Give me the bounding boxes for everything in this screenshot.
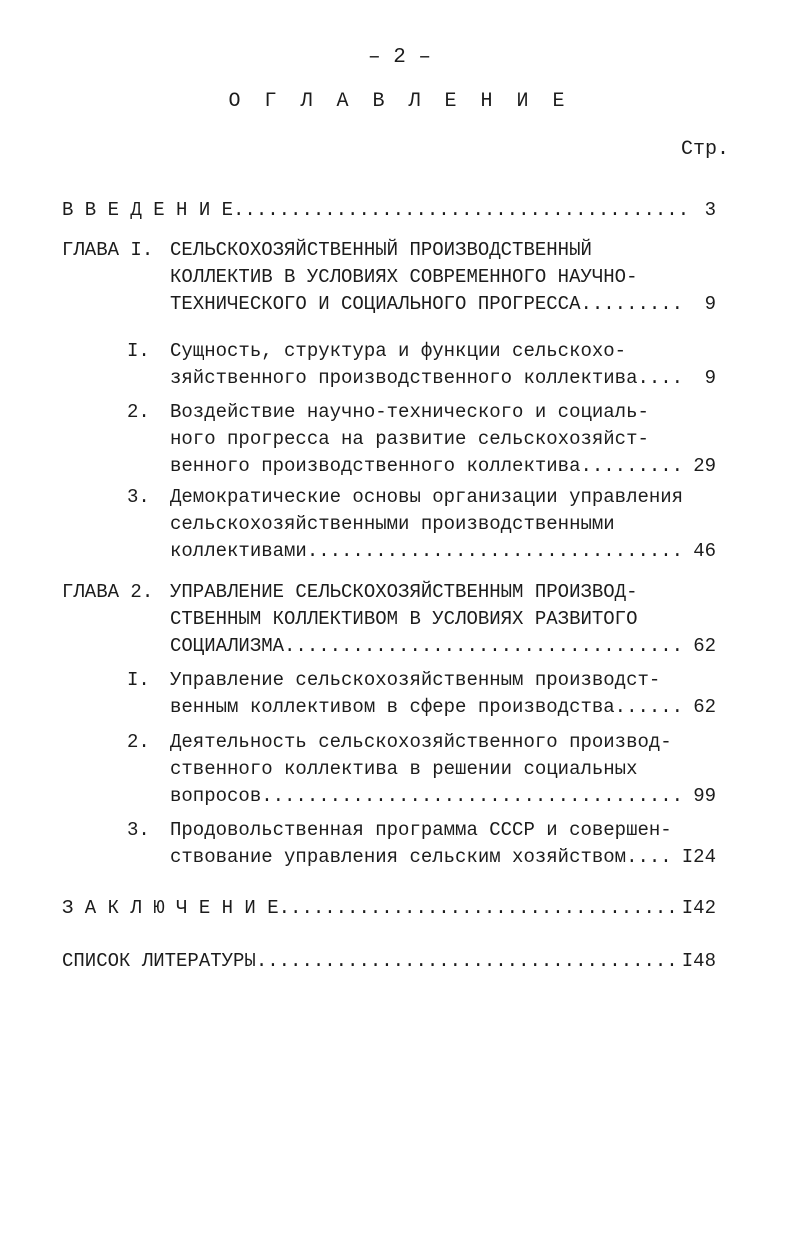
toc-entry-text: З А К Л Ю Ч Е Н И Е................................... [62,897,678,919]
toc-entry-label: ГЛАВА 2. [62,581,154,603]
toc-entry-text: СОЦИАЛИЗМА................................... [170,635,684,657]
toc-entry-page: I24 [681,846,716,868]
page-number: – 2 – [367,46,431,69]
toc-entry-page: I48 [681,950,716,972]
toc-entry-text: Деятельность сельскохозяйственного производ- [170,731,672,753]
toc-entry-text: СЕЛЬСКОХОЗЯЙСТВЕННЫЙ ПРОИЗВОДСТВЕННЫЙ [170,239,592,261]
toc-entry-label: 3. [127,486,150,508]
toc-entry-page: 62 [693,696,716,718]
toc-entry-label: I. [127,669,150,691]
toc-entry-page: 62 [693,635,716,657]
toc-entry-page: 9 [704,293,716,315]
toc-entry-text: ного прогресса на развитие сельскохозяйст- [170,428,649,450]
toc-entry-text: сельскохозяйственными производственными [170,513,615,535]
toc-entry-page: I42 [681,897,716,919]
toc-entry-text: СТВЕННЫМ КОЛЛЕКТИВОМ В УСЛОВИЯХ РАЗВИТОГО [170,608,638,630]
toc-entry-text: коллективами................................. [170,540,684,562]
toc-entry-label: 3. [127,819,150,841]
toc-entry-text: Сущность, структура и функции сельскохо- [170,340,627,362]
toc-entry-text: ственного коллектива в решении социальных [170,758,638,780]
toc-entry-label: 2. [127,401,150,423]
toc-entry-text: венного производственного коллектива......... [170,455,684,477]
toc-entry-text: СПИСОК ЛИТЕРАТУРЫ..................................... [62,950,678,972]
toc-entry-text: В В Е Д Е Н И Е........................................ [62,199,690,221]
toc-entry-page: 46 [693,540,716,562]
toc-entry-page: 9 [704,367,716,389]
toc-entry-text: КОЛЛЕКТИВ В УСЛОВИЯХ СОВРЕМЕННОГО НАУЧНО- [170,266,638,288]
toc-entry-text: Продовольственная программа СССР и совершен- [170,819,672,841]
toc-entry-text: Управление сельскохозяйственным производст- [170,669,661,691]
toc-entry-label: I. [127,340,150,362]
toc-entry-label: ГЛАВА I. [62,239,154,261]
toc-entry-page: 3 [704,199,716,221]
toc-entry-text: зяйственного производственного коллектива.... [170,367,684,389]
page-title: О Г Л А В Л Е Н И Е [228,90,571,113]
toc-entry-text: УПРАВЛЕНИЕ СЕЛЬСКОХОЗЯЙСТВЕННЫМ ПРОИЗВОД- [170,581,638,603]
toc-entry-text: ТЕХНИЧЕСКОГО И СОЦИАЛЬНОГО ПРОГРЕССА......... [170,293,684,315]
toc-entry-text: ствование управления сельским хозяйством.... [170,846,672,868]
toc-entry-text: Демократические основы организации управления [170,486,684,508]
page-column-label: Стр. [681,138,730,161]
toc-entry-page: 99 [693,785,716,807]
toc-entry-label: 2. [127,731,150,753]
toc-entry-text: венным коллективом в сфере производства...... [170,696,684,718]
toc-entry-text: Воздействие научно-технического и социаль- [170,401,649,423]
toc-entry-page: 29 [693,455,716,477]
toc-entry-text: вопросов..................................... [170,785,684,807]
